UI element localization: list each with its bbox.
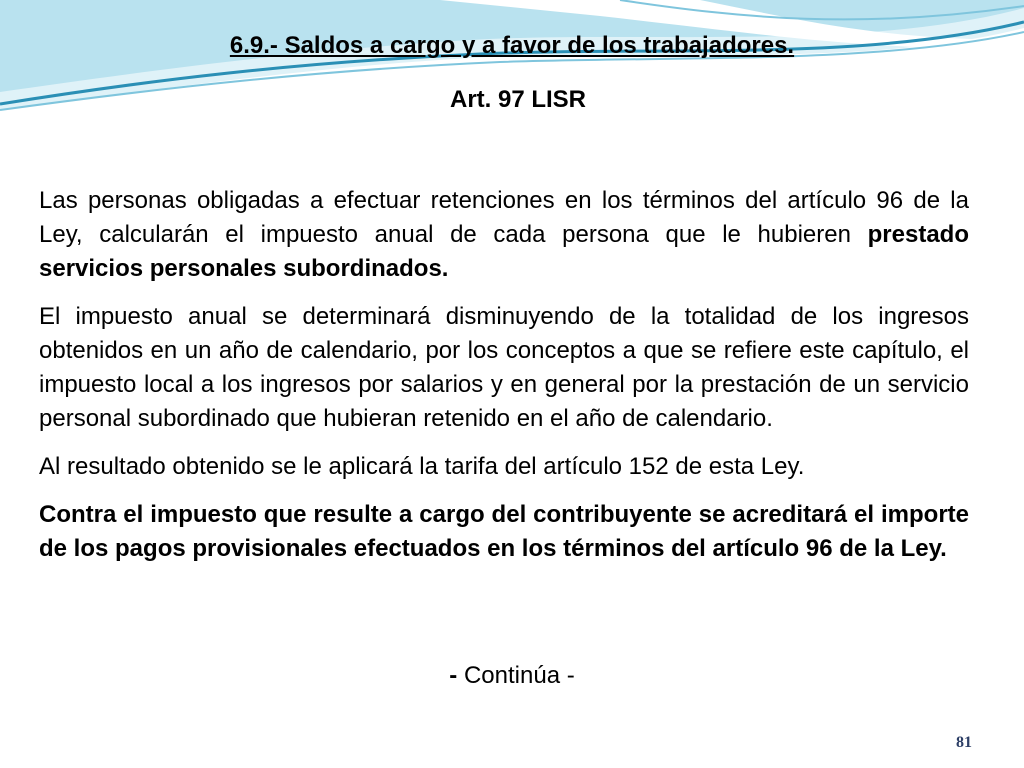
paragraph-1-text: Las personas obligadas a efectuar retenciones en los términos del artículo 96 de la Ley, calcularán el impuesto anual de cada persona que le hubieren: [39, 187, 969, 248]
continua-label: [0, 662, 1024, 690]
paragraph-4: Contra el impuesto que resulte a cargo del contribuyente se acreditará el importe de los pagos provisionales efectuados en los términos del artículo 96 de la Ley.: [39, 501, 969, 562]
continua-dash: -: [449, 662, 458, 689]
slide-subtitle: Art. 97 LISR: [449, 86, 587, 113]
paragraph-1: [39, 184, 969, 286]
paragraph-2: El impuesto anual se determinará disminuyendo de la totalidad de los ingresos obtenidos en un año de calendario, por los conceptos a que se refiere este capítulo, el impuesto local a los ingresos por salarios y en general por la prestación de un servicio personal subordinado que hubieran retenido en el año de calendario.: [39, 303, 969, 432]
paragraph-3: Al resultado obtenido se le aplicará la tarifa del artículo 152 de esta Ley.: [39, 453, 805, 480]
continua-text: Continúa -: [457, 662, 575, 689]
slide-title: 6.9.- Saldos a cargo y a favor de los trabajadores.: [229, 32, 795, 59]
page-number: 81: [956, 734, 972, 751]
paragraph-1-bold: prestado servicios personales subordinados.: [39, 221, 969, 282]
body-text: [39, 184, 969, 580]
